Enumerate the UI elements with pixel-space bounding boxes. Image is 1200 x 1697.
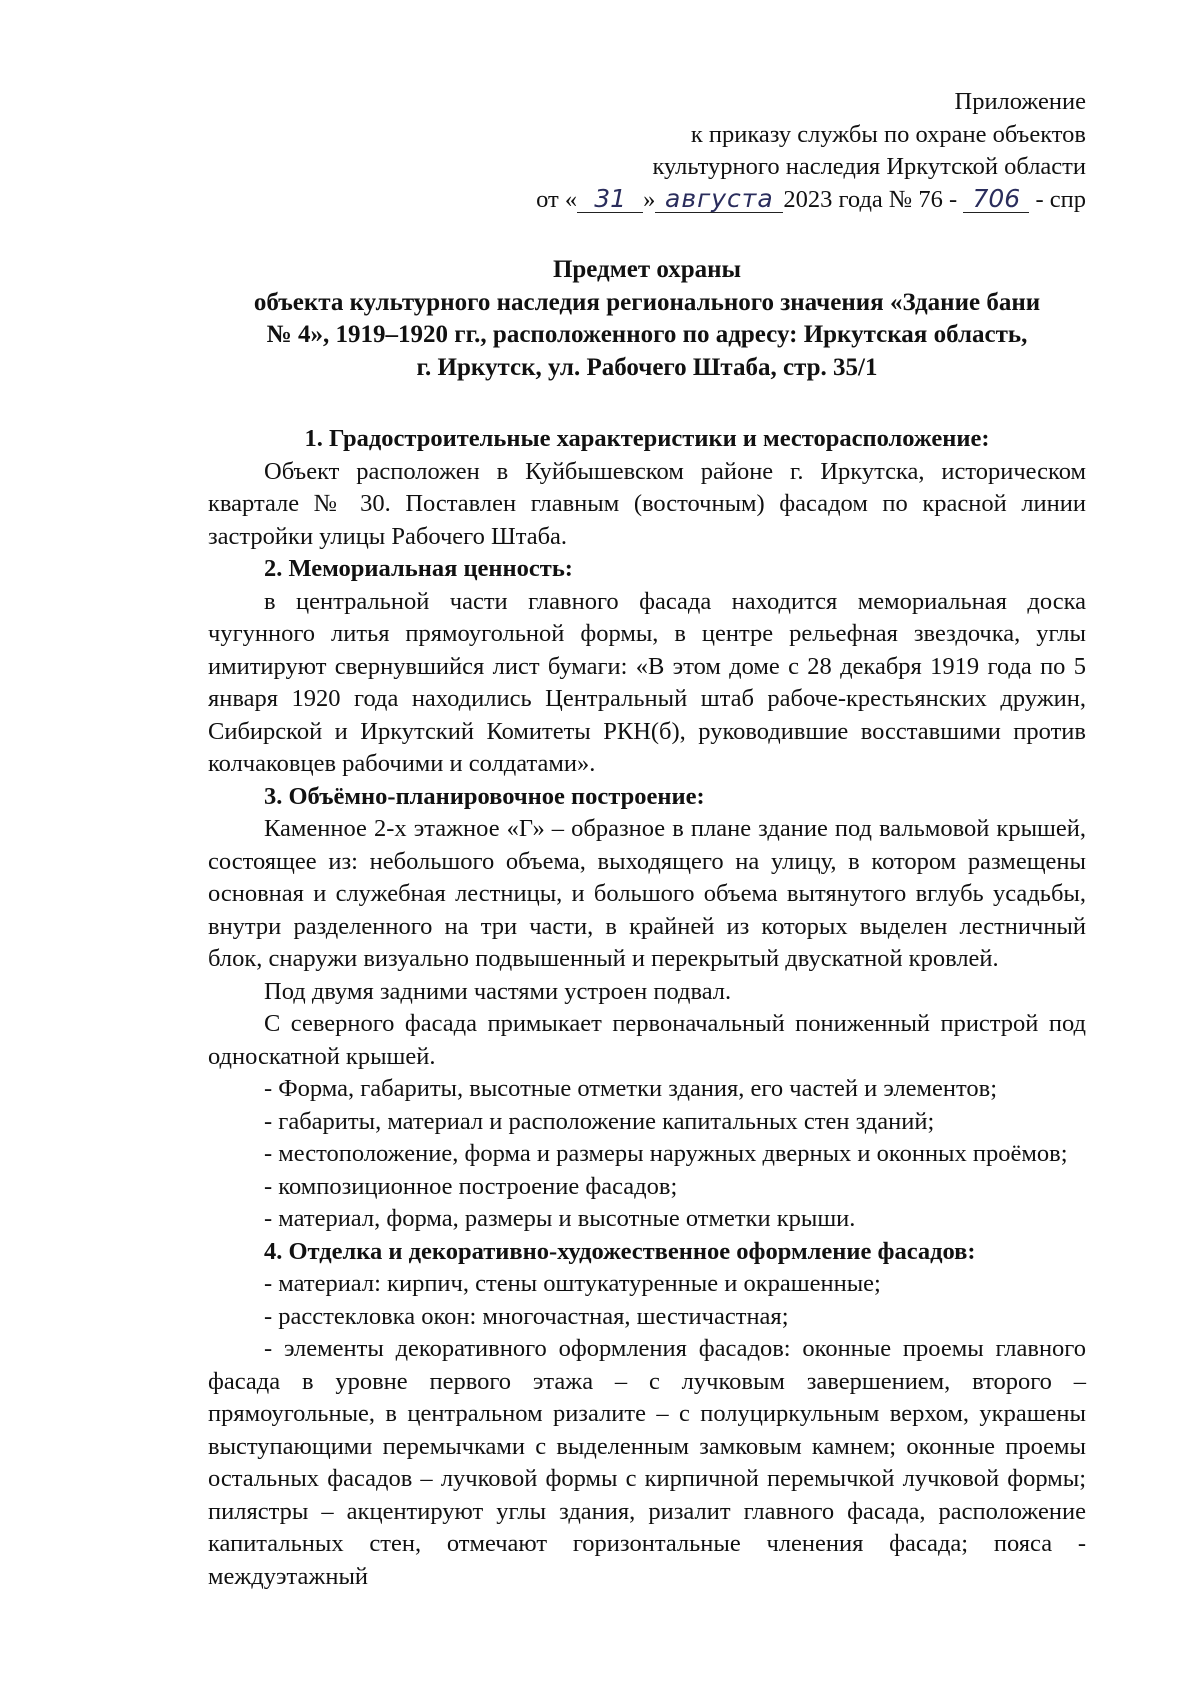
appendix-header bbox=[208, 86, 1086, 216]
section-2-text: в центральной части главного фасада находится мемориальная доска чугунного литья прямоугольной формы, в центре рельефная звездочка, углы имитируют свернувшийся лист бумаги: «В этом доме с 28 декабря 1919 года по 5 января 1920 года находились Центральный штаб рабоче-крестьянских дружин, Сибирской и Иркутский Комитеты РКН(б), руководившие восставшими против колчаковцев рабочими и солдатами». bbox=[208, 587, 1086, 777]
issuing-authority: культурного наследия Иркутской области bbox=[652, 153, 1086, 180]
section-4-item-2: - расстекловка окон: многочастная, шестичастная; bbox=[264, 1302, 789, 1330]
appendix-label: Приложение bbox=[954, 88, 1086, 115]
section-4-heading: 4. Отделка и декоративно-художественное оформление фасадов: bbox=[264, 1237, 976, 1265]
section-4-item-1: - материал: кирпич, стены оштукатуренные и окрашенные; bbox=[264, 1270, 881, 1297]
title-line-3: № 4», 1919–1920 гг., расположенного по адресу: Иркутская область, bbox=[266, 321, 1028, 348]
document-title bbox=[208, 254, 1086, 384]
document-page bbox=[208, 86, 1086, 1593]
section-3-text-2: Под двумя задними частями устроен подвал. bbox=[264, 977, 732, 1005]
section-3-text-1: Каменное 2-х этажное «Г» – образное в плане здание под вальмовой крышей, состоящее из: небольшого объема, выходящего на улицу, в котором размещены основная и служебная лестницы, и большого объема вытянутого вглубь усадьбы, внутри разделенного на три части, в крайней из которых выделен лестничный блок, снаружи визуально подвышенный и перекрытый двускатной кровлей. bbox=[208, 815, 1086, 972]
order-date-line bbox=[208, 184, 1086, 217]
title-line-4: г. Иркутск, ул. Рабочего Штаба, стр. 35/1 bbox=[416, 353, 878, 381]
handwritten-order-number: 706 bbox=[963, 186, 1029, 213]
section-3-item-2: - габариты, материал и расположение капитальных стен зданий; bbox=[264, 1107, 935, 1135]
order-suffix: - спр bbox=[1035, 185, 1086, 213]
handwritten-month: августа bbox=[655, 186, 783, 213]
section-3-text-3: С северного фасада примыкает первоначальный пониженный пристрой под односкатной крышей. bbox=[208, 1010, 1086, 1070]
section-1-heading: 1. Градостроительные характеристики и месторасположение: bbox=[304, 425, 990, 452]
section-3-heading: 3. Объёмно-планировочное построение: bbox=[264, 782, 705, 810]
section-1-text: Объект расположен в Куйбышевском районе г. Иркутска, историческом квартале № 30. Поставлен главным (восточным) фасадом по красной линии застройки улицы Рабочего Штаба. bbox=[208, 457, 1086, 550]
section-3-item-1: - Форма, габариты, высотные отметки здания, его частей и элементов; bbox=[264, 1075, 998, 1102]
date-suffix: 2023 года № 76 - bbox=[783, 185, 958, 213]
date-mid: » bbox=[643, 185, 656, 213]
section-2-heading: 2. Мемориальная ценность: bbox=[264, 555, 573, 582]
section-3-item-5: - материал, форма, размеры и высотные отметки крыши. bbox=[264, 1205, 856, 1232]
section-3-item-4: - композиционное построение фасадов; bbox=[264, 1172, 678, 1200]
handwritten-day: 31 bbox=[577, 186, 643, 213]
date-prefix: от « bbox=[536, 185, 578, 213]
section-4-item-3: - элементы декоративного оформления фасадов: оконные проемы главного фасада в уровне первого этажа – с лучковым завершением, второго – прямоугольные, в центральном ризалите – с полуциркульным верхом, украшены выступающими перемычками с выделенным замковым камнем; оконные проемы остальных фасадов – лучковой формы с кирпичной перемычкой лучковой формы; пилястры – акцентируют углы здания, ризалит главного фасада, расположение капитальных стен, отмечают горизонтальные членения фасада; пояса - междуэтажный bbox=[208, 1335, 1086, 1590]
title-line-2: объекта культурного наследия регионального значения «Здание бани bbox=[253, 288, 1041, 316]
document-body bbox=[208, 423, 1086, 1593]
section-3-item-3: - местоположение, форма и размеры наружных дверных и оконных проёмов; bbox=[264, 1140, 1068, 1167]
order-reference: к приказу службы по охране объектов bbox=[690, 120, 1086, 148]
title-line-1: Предмет охраны bbox=[552, 256, 742, 283]
